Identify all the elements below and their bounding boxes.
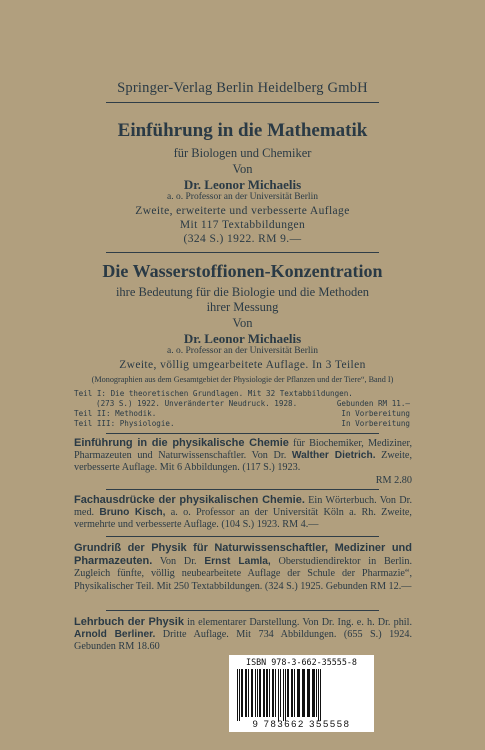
divider: [106, 252, 379, 253]
barcode-bar: [269, 669, 270, 717]
divider: [106, 536, 379, 537]
part2-status: In Vorbereitung: [341, 409, 410, 418]
barcode-bar: [314, 669, 315, 717]
ad-physikalische-chemie: [74, 437, 412, 487]
book1-title: Einführung in die Mathematik: [117, 120, 368, 141]
barcode-bar: [272, 669, 274, 717]
barcode-bar: [285, 669, 286, 721]
publisher-name: Springer-Verlag Berlin Heidelberg GmbH: [117, 80, 368, 96]
part1-detail: [74, 399, 410, 409]
book1-pages-price: (324 S.) 1922. RM 9.—: [183, 233, 302, 245]
barcode-bar: [304, 669, 305, 717]
ad-price: RM 2.80: [375, 474, 412, 486]
part3-line: [74, 419, 410, 429]
barcode-bar: [239, 669, 240, 721]
barcode-bar: [316, 669, 317, 717]
book1-author: Dr. Leonor Michaelis: [183, 177, 302, 192]
ad-text: Ein Wörterbuch. Von Dr. med.: [74, 495, 412, 519]
book1-affiliation: a. o. Professor an der Universität Berlin: [167, 192, 318, 202]
part3-status: In Vorbereitung: [341, 419, 410, 428]
barcode-bar: [266, 669, 268, 717]
book1-figures: Mit 117 Textabbildungen: [179, 219, 306, 231]
ad-text: Oberstudiendirektor in Berlin. Zugleich fünfte, völlig neubearbeitete Auflage der Schule der Pharmazie“, Physikalischer Teil. Mit 250 Textabbildungen. (324 S.) 1925. Gebunden RM 12.—: [74, 556, 412, 592]
barcode-bar: [278, 669, 279, 721]
barcode-bar: [248, 669, 249, 717]
ad-text: Zweite, verbesserte Auflage. Mit 6 Abbildungen. (117 S.) 1923.: [74, 450, 412, 474]
barcode-bar: [312, 669, 314, 717]
barcode-bar: [299, 669, 300, 717]
ad-grundriss-physik: [74, 542, 412, 593]
barcode-bar: [307, 669, 309, 717]
barcode-bar: [287, 669, 289, 717]
barcode-bar: [257, 669, 258, 717]
barcode-bar: [318, 669, 319, 721]
ad-author: Bruno Kisch,: [99, 507, 166, 519]
book2-von: Von: [232, 316, 253, 330]
ad-text: a. o. Professor an der Universität Köln a. Rh. Zweite, vermehrte und verbesserte Auflage. (104 S.) 1923. RM 4.—: [74, 507, 412, 531]
divider: [106, 489, 379, 490]
ad-lehrbuch-physik: [74, 616, 412, 654]
barcode-bar: [302, 669, 304, 717]
barcode-bar: [283, 669, 284, 721]
ad-text: Dritte Auflage. Mit 734 Abbildungen. (655 S.) 1924. Gebunden RM 18.60: [74, 629, 412, 653]
barcode-bar: [280, 669, 281, 717]
ad-author: Walther Dietrich.: [291, 450, 376, 462]
isbn-barcode: [229, 655, 374, 732]
book1-subtitle: für Biologen und Chemiker: [173, 146, 312, 160]
barcode-bars: [235, 669, 368, 721]
book2-series: (Monographien aus dem Gesamtgebiet der Physiologie der Pflanzen und der Tiere“, Band I): [91, 375, 394, 384]
barcode-bar: [263, 669, 265, 717]
divider: [106, 102, 379, 103]
barcode-bar: [241, 669, 243, 717]
ad-text: in elementarer Darstellung. Von Dr. Ing. e. h. Dr. phil.: [183, 617, 412, 628]
book1-von: Von: [232, 162, 253, 176]
book2-title: Die Wasserstoffionen-Konzentration: [102, 261, 383, 281]
barcode-bar: [291, 669, 293, 717]
divider: [106, 610, 379, 611]
barcode-digits: 9 783662 355558: [252, 719, 351, 730]
divider: [106, 433, 379, 434]
ad-text: Von Dr.: [152, 556, 205, 568]
isbn-text: ISBN 978-3-662-35555-8: [246, 657, 357, 667]
book2-author: Dr. Leonor Michaelis: [183, 331, 302, 346]
barcode-bar: [259, 669, 261, 717]
book2-parts: [74, 389, 410, 429]
part2-line: [74, 409, 410, 419]
part3-label: Teil III: Physiologie.: [74, 419, 175, 428]
barcode-bar: [275, 669, 276, 717]
book2-edition: Zweite, völlig umgearbeitete Auflage. In 3 Teilen: [119, 359, 366, 371]
ad-heading: Einführung in die physikalische Chemie: [74, 437, 289, 449]
ad-author: Arnold Berliner.: [74, 629, 156, 641]
ad-fachausdruecke: [74, 494, 412, 532]
barcode-bar: [294, 669, 295, 717]
ad-heading: Grundriß der Physik für Naturwissenschaftler, Mediziner und Pharmazeuten.: [74, 542, 412, 568]
book2-affiliation: a. o. Professor an der Universität Berlin: [167, 346, 318, 356]
ad-heading: Fachausdrücke der physikalischen Chemie.: [74, 494, 305, 506]
part2-label: Teil II: Methodik.: [74, 409, 157, 418]
ad-heading: Lehrbuch der Physik: [74, 616, 184, 628]
part1-detail-text: (273 S.) 1922. Unveränderter Neudruck. 1928.: [96, 399, 298, 408]
part1-line: Teil I: Die theoretischen Grundlagen. Mit 32 Textabbildungen.: [74, 389, 353, 398]
barcode-bar: [245, 669, 247, 717]
barcode-bar: [309, 669, 310, 717]
ad-text: für Biochemiker, Mediziner, Pharmazeuten und Naturwissenschaftler. Von Dr.: [74, 438, 413, 462]
barcode-bar: [320, 669, 321, 721]
barcode-bar: [255, 669, 256, 717]
ad-author: Ernst Lamla,: [204, 556, 271, 568]
barcode-bar: [297, 669, 299, 717]
barcode-bar: [237, 669, 238, 721]
book2-subtitle-line2: ihrer Messung: [206, 300, 279, 314]
barcode-bar: [251, 669, 253, 717]
part1-price: Gebunden RM 11.—: [336, 399, 410, 408]
book1-edition: Zweite, erweiterte und verbesserte Auflage: [135, 205, 350, 217]
book2-subtitle-line1: ihre Bedeutung für die Biologie und die Methoden: [115, 285, 370, 299]
